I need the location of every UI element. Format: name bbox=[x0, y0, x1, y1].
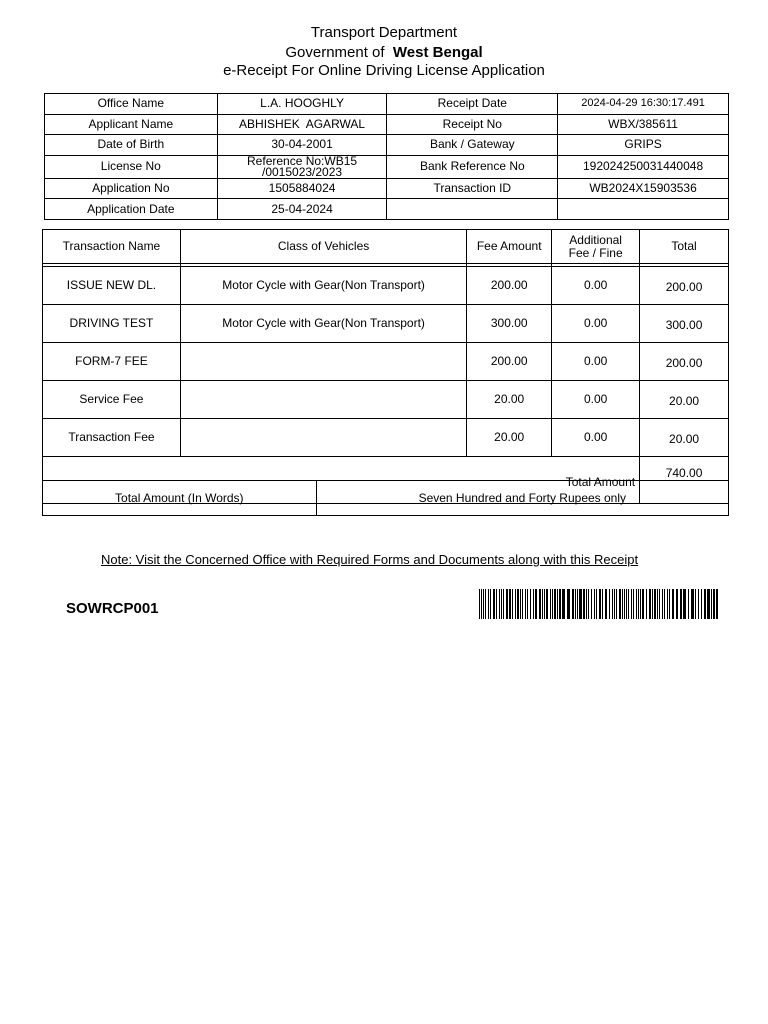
empty-cell bbox=[387, 199, 558, 220]
dob-value: 30-04-2001 bbox=[217, 135, 387, 156]
row-total: 200.00 bbox=[640, 343, 729, 381]
additional-fee: 0.00 bbox=[552, 267, 640, 305]
license-no-value: Reference No:WB15 /0015023/2023 bbox=[217, 155, 387, 178]
state-name: West Bengal bbox=[392, 44, 483, 61]
info-row bbox=[45, 155, 729, 178]
receipt-date-value: 2024-04-29 16:30:17.491 bbox=[558, 94, 729, 115]
fee-amount: 20.00 bbox=[467, 419, 552, 457]
amount-in-words-row bbox=[43, 481, 729, 516]
info-row bbox=[45, 135, 729, 156]
row-total: 20.00 bbox=[640, 381, 729, 419]
info-row bbox=[45, 199, 729, 220]
application-date-value: 25-04-2024 bbox=[217, 199, 387, 220]
application-date-label: Application Date bbox=[45, 199, 218, 220]
receipt-title: e-Receipt For Online Driving License Application bbox=[223, 62, 545, 79]
license-no-label: License No bbox=[45, 155, 218, 178]
total-amount-label: Total Amount bbox=[43, 457, 640, 504]
header-total: Total bbox=[640, 230, 729, 264]
department-title: Transport Department bbox=[310, 24, 458, 41]
bank-reference-label: Bank Reference No bbox=[387, 155, 558, 178]
transaction-name: DRIVING TEST bbox=[43, 305, 181, 343]
total-amount-value: 740.00 bbox=[640, 457, 729, 504]
header-class-of-vehicles: Class of Vehicles bbox=[180, 230, 466, 264]
transaction-id-label: Transaction ID bbox=[387, 178, 558, 199]
bank-gateway-label: Bank / Gateway bbox=[387, 135, 558, 156]
transaction-name: FORM-7 FEE bbox=[43, 343, 181, 381]
amount-in-words-table bbox=[42, 480, 729, 516]
vehicle-class bbox=[180, 381, 466, 419]
row-total: 300.00 bbox=[640, 305, 729, 343]
applicant-name-value: ABHISHEK AGARWAL bbox=[217, 114, 387, 135]
bank-reference-value: 192024250031440048 bbox=[558, 155, 729, 178]
info-row bbox=[45, 178, 729, 199]
applicant-info-table bbox=[44, 93, 729, 220]
vehicle-class: Motor Cycle with Gear(Non Transport) bbox=[180, 305, 466, 343]
transaction-name: Transaction Fee bbox=[43, 419, 181, 457]
fee-amount: 200.00 bbox=[467, 343, 552, 381]
vehicle-class: Motor Cycle with Gear(Non Transport) bbox=[180, 267, 466, 305]
row-total: 20.00 bbox=[640, 419, 729, 457]
applicant-name-label: Applicant Name bbox=[45, 114, 218, 135]
receipt-note: Note: Visit the Concerned Office with Required Forms and Documents along with this Receipt bbox=[101, 552, 639, 567]
vehicle-class bbox=[180, 419, 466, 457]
receipt-date-label: Receipt Date bbox=[387, 94, 558, 115]
receipt-no-label: Receipt No bbox=[387, 114, 558, 135]
form-code: SOWRCP001 bbox=[66, 600, 159, 617]
table-row bbox=[43, 381, 729, 419]
table-row bbox=[43, 343, 729, 381]
fee-amount: 200.00 bbox=[467, 267, 552, 305]
bank-gateway-value: GRIPS bbox=[558, 135, 729, 156]
government-title bbox=[0, 44, 768, 61]
info-row bbox=[45, 94, 729, 115]
transaction-name: ISSUE NEW DL. bbox=[43, 267, 181, 305]
header-fee-amount: Fee Amount bbox=[467, 230, 552, 264]
info-row bbox=[45, 114, 729, 135]
additional-fee: 0.00 bbox=[552, 419, 640, 457]
additional-fee: 0.00 bbox=[552, 381, 640, 419]
fee-amount: 20.00 bbox=[467, 381, 552, 419]
amount-in-words-label: Total Amount (In Words) bbox=[43, 481, 317, 516]
fee-table bbox=[42, 229, 729, 504]
vehicle-class bbox=[180, 343, 466, 381]
barcode-icon bbox=[478, 589, 720, 619]
table-row bbox=[43, 267, 729, 305]
row-total: 200.00 bbox=[640, 267, 729, 305]
application-no-label: Application No bbox=[45, 178, 218, 199]
transaction-id-value: WB2024X15903536 bbox=[558, 178, 729, 199]
fee-amount: 300.00 bbox=[467, 305, 552, 343]
empty-cell bbox=[558, 199, 729, 220]
additional-fee: 0.00 bbox=[552, 343, 640, 381]
fee-table-header bbox=[43, 230, 729, 264]
amount-in-words-value: Seven Hundred and Forty Rupees only bbox=[316, 481, 728, 516]
office-name-value: L.A. HOOGHLY bbox=[217, 94, 387, 115]
government-prefix: Government of bbox=[285, 44, 385, 61]
transaction-name: Service Fee bbox=[43, 381, 181, 419]
office-name-label: Office Name bbox=[45, 94, 218, 115]
table-row bbox=[43, 305, 729, 343]
header-additional-fee: Additional Fee / Fine bbox=[552, 230, 640, 264]
header-transaction-name: Transaction Name bbox=[43, 230, 181, 264]
application-no-value: 1505884024 bbox=[217, 178, 387, 199]
dob-label: Date of Birth bbox=[45, 135, 218, 156]
additional-fee: 0.00 bbox=[552, 305, 640, 343]
receipt-no-value: WBX/385611 bbox=[558, 114, 729, 135]
table-row bbox=[43, 419, 729, 457]
